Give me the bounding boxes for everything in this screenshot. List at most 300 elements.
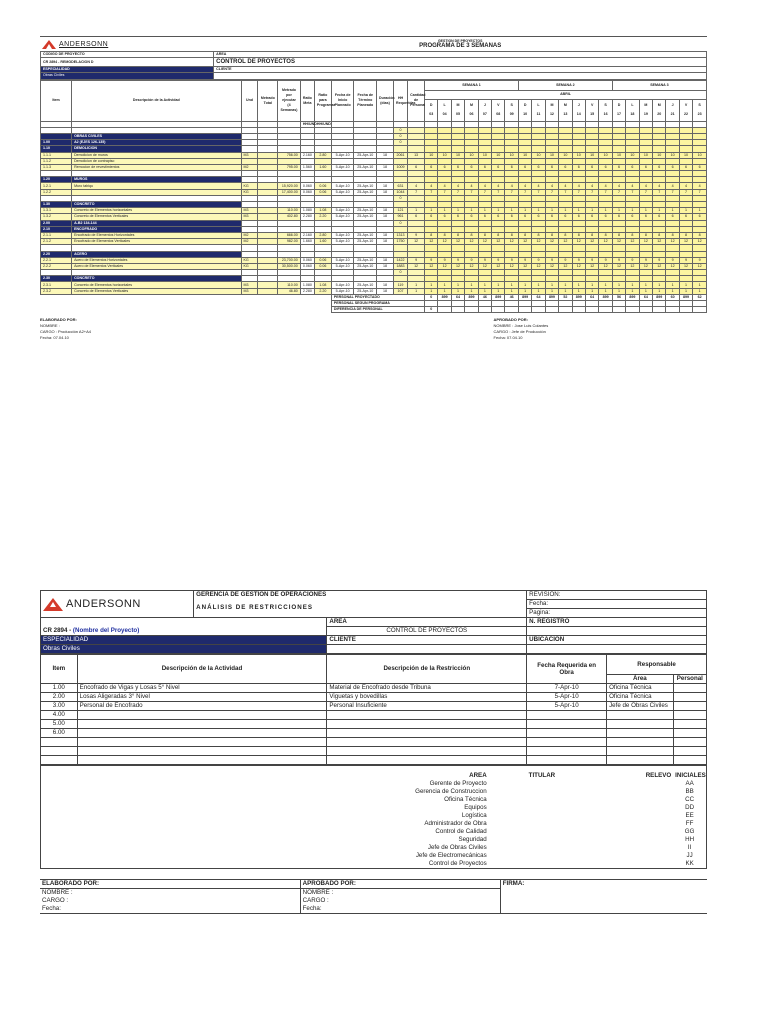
day-cell: 9	[679, 257, 692, 263]
row-desc: OBRAS CIVILES	[72, 133, 241, 139]
totals-value	[492, 307, 505, 313]
day-cell: 10	[532, 152, 545, 158]
day-cell: 1	[679, 288, 692, 294]
sheet2-header-table	[40, 590, 707, 654]
day-cell: 8	[451, 232, 464, 238]
day-cell: 10	[559, 152, 572, 158]
day-cell: 12	[585, 239, 598, 245]
day-cell: 6	[545, 214, 558, 220]
day-cell: 8	[653, 232, 666, 238]
row-desc: Concreto de Elementos horizontales	[72, 282, 241, 288]
day-cell: 7	[679, 189, 692, 195]
day-cell: 7	[438, 189, 451, 195]
day-cell: 1	[532, 288, 545, 294]
sheet1-logo-cell	[40, 37, 213, 52]
day-cell: 12	[612, 239, 625, 245]
day-cell: 12	[679, 263, 692, 269]
day-cell: 9	[626, 257, 639, 263]
footer-cargo-1: CARGO :	[42, 897, 69, 904]
day-header	[693, 99, 707, 121]
row-ratio-meta: 1.080	[300, 282, 314, 288]
row-personal: 6	[408, 164, 425, 170]
day-cell: 8	[693, 232, 707, 238]
day-cell: 4	[532, 183, 545, 189]
row-metrado: 402.80	[278, 214, 301, 220]
row-desc: CONCRETO	[72, 276, 241, 282]
restriction-area	[607, 711, 674, 720]
totals-value: 899	[545, 294, 558, 300]
row-desc: Demolicion de contrapiso	[72, 158, 241, 164]
day-cell: 1	[505, 288, 518, 294]
sig-area: Oficina Técnica	[444, 796, 487, 803]
schedule-col-header: HH Requeridas	[393, 80, 407, 121]
row-metrado: 23,700.00	[278, 257, 301, 263]
day-header	[492, 99, 505, 121]
totals-value	[626, 307, 639, 313]
day-cell: 1	[492, 288, 505, 294]
day-cell: 12	[653, 239, 666, 245]
day-cell: 1	[425, 288, 438, 294]
row-fecha-inicio: 5-Apr-10	[331, 257, 354, 263]
day-cell: 1	[559, 282, 572, 288]
restriction-row	[41, 702, 707, 711]
row-ratio-prog: 2.80	[314, 232, 331, 238]
restriction-personal	[673, 729, 706, 738]
sig-area-header: AREA	[469, 772, 487, 779]
aprobado-nombre: NOMBRE : Jose Luis Colantes	[493, 323, 549, 329]
day-cell: 4	[666, 183, 679, 189]
day-cell: 9	[438, 257, 451, 263]
day-cell: 7	[585, 189, 598, 195]
day-cell: 6	[693, 214, 707, 220]
day-cell: 1	[599, 288, 612, 294]
row-ratio-prog: 1.60	[314, 164, 331, 170]
signature-row	[41, 788, 707, 796]
day-cell: 9	[599, 257, 612, 263]
restriction-row	[41, 729, 707, 738]
totals-value	[559, 307, 572, 313]
elaborado-cargo: CARGO : Producción A2+A4	[40, 329, 92, 335]
row-ratio-prog: 0.06	[314, 257, 331, 263]
restriction-desc	[77, 720, 327, 729]
row-duracion: 18	[377, 183, 394, 189]
restriction-fecha: 7-Apr-10	[527, 684, 607, 693]
day-cell: 12	[465, 263, 478, 269]
row-fecha-inicio: 5-Apr-10	[331, 189, 354, 195]
sheet2-title: ANÁLISIS DE RESTRICCIONES	[194, 600, 527, 618]
row-hh: 0	[393, 195, 407, 201]
row-fecha-termino: 25-Apr-10	[354, 263, 377, 269]
row-duracion: 18	[377, 282, 394, 288]
day-letter: V	[590, 103, 594, 108]
day-cell: 6	[572, 214, 585, 220]
footer-cargo-2: CARGO :	[300, 897, 500, 905]
row-fecha-inicio: 5-Apr-10	[331, 214, 354, 220]
day-letter: M	[550, 103, 554, 108]
day-cell: 12	[425, 239, 438, 245]
day-cell: 8	[585, 232, 598, 238]
day-letter: L	[631, 103, 634, 108]
day-cell: 6	[626, 164, 639, 170]
schedule-col-header: Descripción de la Actividad	[72, 80, 241, 121]
day-cell: 7	[518, 189, 531, 195]
row-hh: 1313	[393, 232, 407, 238]
row-ratio-meta: 1.080	[300, 208, 314, 214]
day-cell: 9	[639, 257, 652, 263]
day-cell: 4	[451, 183, 464, 189]
schedule-col-header: Ratio para Programar	[314, 80, 331, 121]
restriction-item: 5.00	[41, 720, 78, 729]
day-cell: 8	[425, 232, 438, 238]
day-cell: 1	[626, 208, 639, 214]
day-cell: 12	[465, 239, 478, 245]
day-cell: 1	[451, 288, 464, 294]
day-cell: 12	[532, 263, 545, 269]
especialidad-label: ESPECIALIDAD	[41, 67, 214, 73]
day-cell: 6	[599, 164, 612, 170]
month-header: ABRIL	[425, 90, 707, 99]
day-cell: 1	[505, 208, 518, 214]
day-cell: 8	[505, 232, 518, 238]
sheet2-dept: GERENCIA DE GESTION DE OPERACIONES	[194, 591, 527, 600]
row-desc: DEMOLICION	[72, 146, 241, 152]
day-cell: 10	[639, 152, 652, 158]
day-cell: 1	[639, 208, 652, 214]
day-cell: 4	[585, 183, 598, 189]
restriction-desc: Personal de Encofrado	[77, 702, 327, 711]
day-letter: S	[510, 103, 513, 108]
totals-value	[612, 307, 625, 313]
row-hh: 107	[393, 288, 407, 294]
day-header	[559, 99, 572, 121]
day-cell: 6	[653, 214, 666, 220]
row-fecha-termino: 25-Apr-10	[354, 152, 377, 158]
totals-value	[653, 307, 666, 313]
schedule-col-header: Duración (días)	[377, 80, 394, 121]
row-hh: 1750	[393, 239, 407, 245]
day-cell: 10	[505, 152, 518, 158]
row-und: M2	[241, 164, 258, 170]
row-hh: 119	[393, 282, 407, 288]
day-cell: 10	[518, 152, 531, 158]
row-fecha-inicio: 5-Apr-10	[331, 208, 354, 214]
signature-row	[41, 804, 707, 812]
schedule-col-header: Und	[241, 80, 258, 121]
sig-area: Logística	[461, 812, 487, 819]
day-cell: 7	[653, 189, 666, 195]
day-cell: 9	[465, 257, 478, 263]
row-metrado: 110.00	[278, 282, 301, 288]
day-letter: D	[523, 103, 527, 108]
totals-value: 899	[679, 294, 692, 300]
day-cell: 12	[679, 239, 692, 245]
day-cell: 1	[518, 288, 531, 294]
day-cell: 6	[518, 214, 531, 220]
day-header	[518, 99, 531, 121]
day-cell: 12	[532, 239, 545, 245]
revision-label: REVISION:	[527, 591, 707, 600]
day-cell: 1	[505, 282, 518, 288]
row-item: 2.3.2	[41, 288, 72, 294]
day-cell: 10	[585, 152, 598, 158]
restriction-item: 1.00	[41, 684, 78, 693]
day-cell: 1	[653, 282, 666, 288]
day-cell: 9	[612, 257, 625, 263]
day-cell: 6	[679, 164, 692, 170]
row-fecha-inicio: 5-Apr-10	[331, 183, 354, 189]
day-cell: 12	[438, 239, 451, 245]
sheet1-header-table	[40, 36, 707, 51]
row-item: 1.2.1	[41, 183, 72, 189]
day-cell: 8	[438, 232, 451, 238]
day-cell: 1	[653, 208, 666, 214]
row-duracion: 18	[377, 288, 394, 294]
day-cell: 1	[559, 208, 572, 214]
day-cell: 4	[518, 183, 531, 189]
signature-row	[41, 820, 707, 828]
row-duracion: 18	[377, 239, 394, 245]
restriction-desc: Losas Aligeradas 3° Nivel	[77, 693, 327, 702]
sig-area: Jefe de Electromecánicas	[415, 852, 487, 859]
day-cell: 7	[532, 189, 545, 195]
day-cell: 1	[693, 282, 707, 288]
day-cell: 6	[559, 214, 572, 220]
day-cell: 4	[639, 183, 652, 189]
footer-fecha-2: Fecha:	[300, 905, 500, 914]
totals-label: PERSONAL SEGUN PROGRAMA	[331, 301, 424, 307]
hh-und-label: HH/UND	[314, 121, 331, 127]
row-personal: 7	[408, 189, 425, 195]
hh-und-label: HH/UND	[300, 121, 314, 127]
day-cell: 12	[599, 263, 612, 269]
day-number: 19	[643, 112, 648, 117]
row-personal: 13	[408, 152, 425, 158]
day-cell: 12	[585, 263, 598, 269]
day-cell: 6	[626, 214, 639, 220]
day-cell: 6	[438, 214, 451, 220]
row-duracion: 18	[377, 263, 394, 269]
day-cell: 12	[639, 239, 652, 245]
day-cell: 6	[425, 214, 438, 220]
restriction-area	[607, 720, 674, 729]
day-header	[478, 99, 491, 121]
day-cell: 6	[465, 164, 478, 170]
row-fecha-termino: 25-Apr-10	[354, 288, 377, 294]
row-ratio-prog: 1.60	[314, 239, 331, 245]
day-number: 03	[429, 112, 434, 117]
row-item: 1.2.2	[41, 189, 72, 195]
sig-area: Administrador de Obra	[424, 820, 487, 827]
totals-value: 0	[425, 307, 438, 313]
day-cell: 10	[626, 152, 639, 158]
day-cell: 6	[438, 164, 451, 170]
sig-titular-header: TITULAR	[528, 772, 556, 779]
row-ratio-meta: 2.160	[300, 232, 314, 238]
row-fecha-inicio: 5-Apr-10	[331, 152, 354, 158]
row-ratio-prog: 2.80	[314, 152, 331, 158]
restriction-personal	[673, 711, 706, 720]
row-ratio-prog: 0.06	[314, 189, 331, 195]
row-item: 2.2.1	[41, 257, 72, 263]
day-cell: 12	[518, 239, 531, 245]
day-cell: 4	[545, 183, 558, 189]
day-cell: 12	[693, 239, 707, 245]
totals-label: DIFERENCIA DE PERSONAL	[331, 307, 424, 313]
row-und: M3	[241, 152, 258, 158]
day-cell: 6	[465, 214, 478, 220]
sheet2-cliente-label: CLIENTE	[327, 636, 527, 645]
day-header	[639, 99, 652, 121]
row-und: M3	[241, 288, 258, 294]
row-metrado: 46.80	[278, 288, 301, 294]
row-item: 2.20	[41, 251, 72, 257]
totals-value: 46	[505, 294, 518, 300]
totals-value	[505, 307, 518, 313]
day-cell: 8	[572, 232, 585, 238]
row-ratio-prog: 2.20	[314, 214, 331, 220]
day-cell: 1	[572, 282, 585, 288]
day-cell: 6	[532, 164, 545, 170]
day-cell: 1	[599, 282, 612, 288]
day-cell: 1	[425, 282, 438, 288]
day-cell: 1	[626, 282, 639, 288]
day-cell: 1	[666, 282, 679, 288]
signature-row	[41, 796, 707, 804]
aprobado-title: APROBADO POR:	[493, 317, 528, 323]
footer-nombre-1: NOMBRE :	[42, 889, 73, 896]
day-cell: 6	[478, 214, 491, 220]
totals-value	[585, 307, 598, 313]
row-hh: 1883	[393, 263, 407, 269]
day-cell: 6	[451, 164, 464, 170]
restriction-fecha	[527, 729, 607, 738]
row-item: 2.1.1	[41, 232, 72, 238]
day-cell: 9	[693, 257, 707, 263]
day-cell: 9	[572, 257, 585, 263]
day-letter: M	[456, 103, 460, 108]
fecha-label: Fecha:	[527, 600, 707, 609]
row-item: 2.1.2	[41, 239, 72, 245]
day-cell: 4	[599, 183, 612, 189]
row-item: 1.1.2	[41, 158, 72, 164]
day-cell: 9	[666, 257, 679, 263]
row-duracion: 18	[377, 214, 394, 220]
row-fecha-termino: 25-Apr-10	[354, 239, 377, 245]
day-cell: 10	[478, 152, 491, 158]
totals-value: 52	[559, 294, 572, 300]
totals-value	[572, 307, 585, 313]
day-cell: 6	[559, 164, 572, 170]
row-ratio-meta: 1.660	[300, 239, 314, 245]
totals-value: 56	[612, 294, 625, 300]
sheet2-especialidad-label: ESPECIALIDAD	[41, 636, 327, 645]
day-cell: 7	[478, 189, 491, 195]
day-letter: M	[563, 103, 567, 108]
sig-iniciales: JJ	[686, 852, 693, 859]
row-duracion: 18	[377, 232, 394, 238]
day-letter: S	[698, 103, 701, 108]
day-number: 08	[496, 112, 501, 117]
row-ratio-meta: 0.060	[300, 257, 314, 263]
totals-value	[451, 307, 464, 313]
day-cell: 8	[532, 232, 545, 238]
day-cell: 12	[518, 263, 531, 269]
day-cell: 6	[599, 214, 612, 220]
day-header	[612, 99, 625, 121]
restriction-fecha: 5-Apr-10	[527, 693, 607, 702]
row-duracion: 18	[377, 164, 394, 170]
day-cell: 4	[612, 183, 625, 189]
row-fecha-termino: 25-Apr-10	[354, 232, 377, 238]
day-cell: 8	[639, 232, 652, 238]
day-cell: 1	[451, 208, 464, 214]
restriction-desc	[77, 729, 327, 738]
sig-iniciales: HH	[685, 836, 695, 843]
row-desc: Muro tabiqu	[72, 183, 241, 189]
row-desc: Concreto de Elementos horizontales	[72, 208, 241, 214]
sheet1-title-cell	[213, 37, 707, 52]
day-cell: 8	[679, 232, 692, 238]
area-label: AREA	[214, 52, 707, 58]
day-cell: 7	[626, 189, 639, 195]
schedule-col-header: Metrado Total	[258, 80, 278, 121]
day-cell: 8	[465, 232, 478, 238]
day-cell: 1	[492, 282, 505, 288]
day-cell: 6	[666, 214, 679, 220]
restriction-restr	[327, 720, 527, 729]
totals-value: 60	[666, 294, 679, 300]
day-cell: 12	[693, 263, 707, 269]
day-number: 15	[590, 112, 595, 117]
day-header	[532, 99, 545, 121]
row-desc: ENCOFRADO	[72, 226, 241, 232]
day-cell: 1	[639, 288, 652, 294]
day-number: 10	[523, 112, 528, 117]
row-ratio-meta: 2.280	[300, 214, 314, 220]
week-header: SEMANA 2	[518, 80, 612, 90]
day-letter: M	[644, 103, 648, 108]
day-cell: 7	[572, 189, 585, 195]
day-cell: 12	[599, 239, 612, 245]
day-cell: 1	[465, 282, 478, 288]
sig-iniciales: DD	[685, 804, 695, 811]
row-fecha-inicio: 5-Apr-10	[331, 263, 354, 269]
schedule-col-header: Ratio Meta	[300, 80, 314, 121]
row-metrado: 795.00	[278, 164, 301, 170]
day-cell: 10	[693, 152, 707, 158]
sig-iniciales: EE	[685, 812, 694, 819]
sig-iniciales: BB	[685, 788, 694, 795]
sheet1-title: PROGRAMA DE 3 SEMANAS	[419, 43, 502, 49]
row-personal: 12	[408, 263, 425, 269]
restriction-area	[607, 729, 674, 738]
day-cell: 1	[438, 282, 451, 288]
day-cell: 12	[425, 263, 438, 269]
day-cell: 1	[465, 288, 478, 294]
day-letter: J	[671, 103, 674, 108]
day-number: 17	[617, 112, 622, 117]
day-cell: 9	[505, 257, 518, 263]
totals-value	[666, 307, 679, 313]
day-number: 22	[684, 112, 689, 117]
day-cell: 7	[559, 189, 572, 195]
day-cell: 6	[585, 214, 598, 220]
project-code	[41, 627, 327, 636]
sheet2-footer-table	[40, 879, 707, 914]
totals-value	[693, 307, 707, 313]
col-responsable: Responsable	[607, 655, 707, 675]
day-header	[465, 99, 478, 121]
